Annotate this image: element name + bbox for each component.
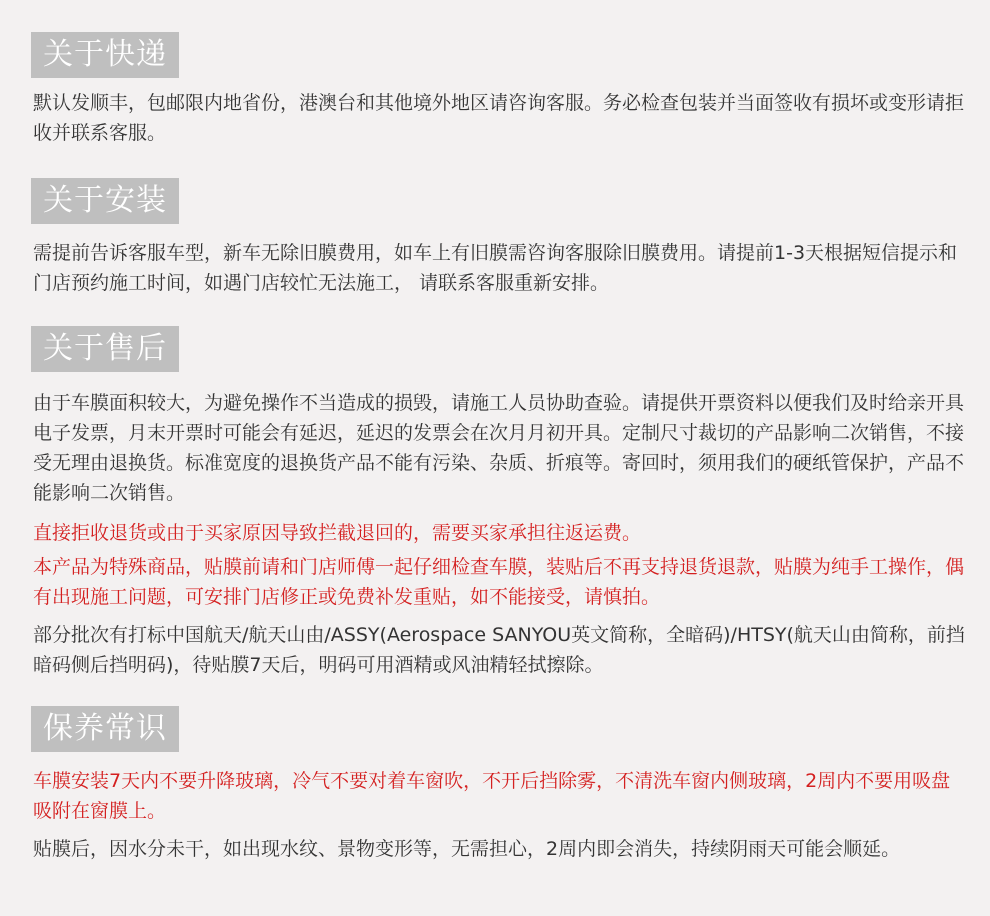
section-heading-delivery: 关于快递 <box>31 32 179 78</box>
section-heading-maintenance: 保养常识 <box>31 706 179 752</box>
after-sales-paragraph: 由于车膜面积较大，为避免操作不当造成的损毁，请施工人员协助查验。请提供开票资料以便我们及时给亲开具电子发票，月末开票时可能会有延迟，延迟的发票会在次月月初开具。定制尺寸裁切的产品影响二次销售，不接受无理由退换货。标准宽度的退换货产品不能有污染、杂质、折痕等。寄回时，须用我们的硬纸管保护，产品不能影响二次销售。 <box>33 392 965 504</box>
after-sales-return-shipping-notice: 直接拒收退货或由于买家原因导致拦截退回的，需要买家承担往返运费。 <box>33 522 642 544</box>
installation-paragraph: 需提前告诉客服车型，新车无除旧膜费用，如车上有旧膜需咨询客服除旧膜费用。请提前1-3天根据短信提示和门店预约施工时间，如遇门店较忙无法施工， 请联系客服重新安排。 <box>33 242 958 294</box>
maintenance-note: 贴膜后，因水分未干，如出现水纹、景物变形等，无需担心，2周内即会消失，持续阴雨天可能会顺延。 <box>33 838 901 860</box>
delivery-paragraph: 默认发顺丰，包邮限内地省份，港澳台和其他境外地区请咨询客服。务必检查包装并当面签收有损坏或变形请拒收并联系客服。 <box>33 92 965 144</box>
after-sales-special-product-notice: 本产品为特殊商品，贴膜前请和门店师傅一起仔细检查车膜，装贴后不再支持退货退款，贴膜为纯手工操作，偶有出现施工问题，可安排门店修正或免费补发重贴，如不能接受，请慎拍。 <box>33 556 965 608</box>
section-heading-installation: 关于安装 <box>31 178 179 224</box>
section-heading-after-sales: 关于售后 <box>31 326 179 372</box>
maintenance-warning: 车膜安装7天内不要升降玻璃，冷气不要对着车窗吹，不开后挡除雾，不清洗车窗内侧玻璃，2周内不要用吸盘吸附在窗膜上。 <box>33 770 951 822</box>
after-sales-marking-notice: 部分批次有打标中国航天/航天山由/ASSY(Aerospace SANYOU英文简称，全暗码)/HTSY(航天山由简称，前挡暗码侧后挡明码)，待贴膜7天后，明码可用酒精或风油精轻拭擦除。 <box>33 624 965 676</box>
